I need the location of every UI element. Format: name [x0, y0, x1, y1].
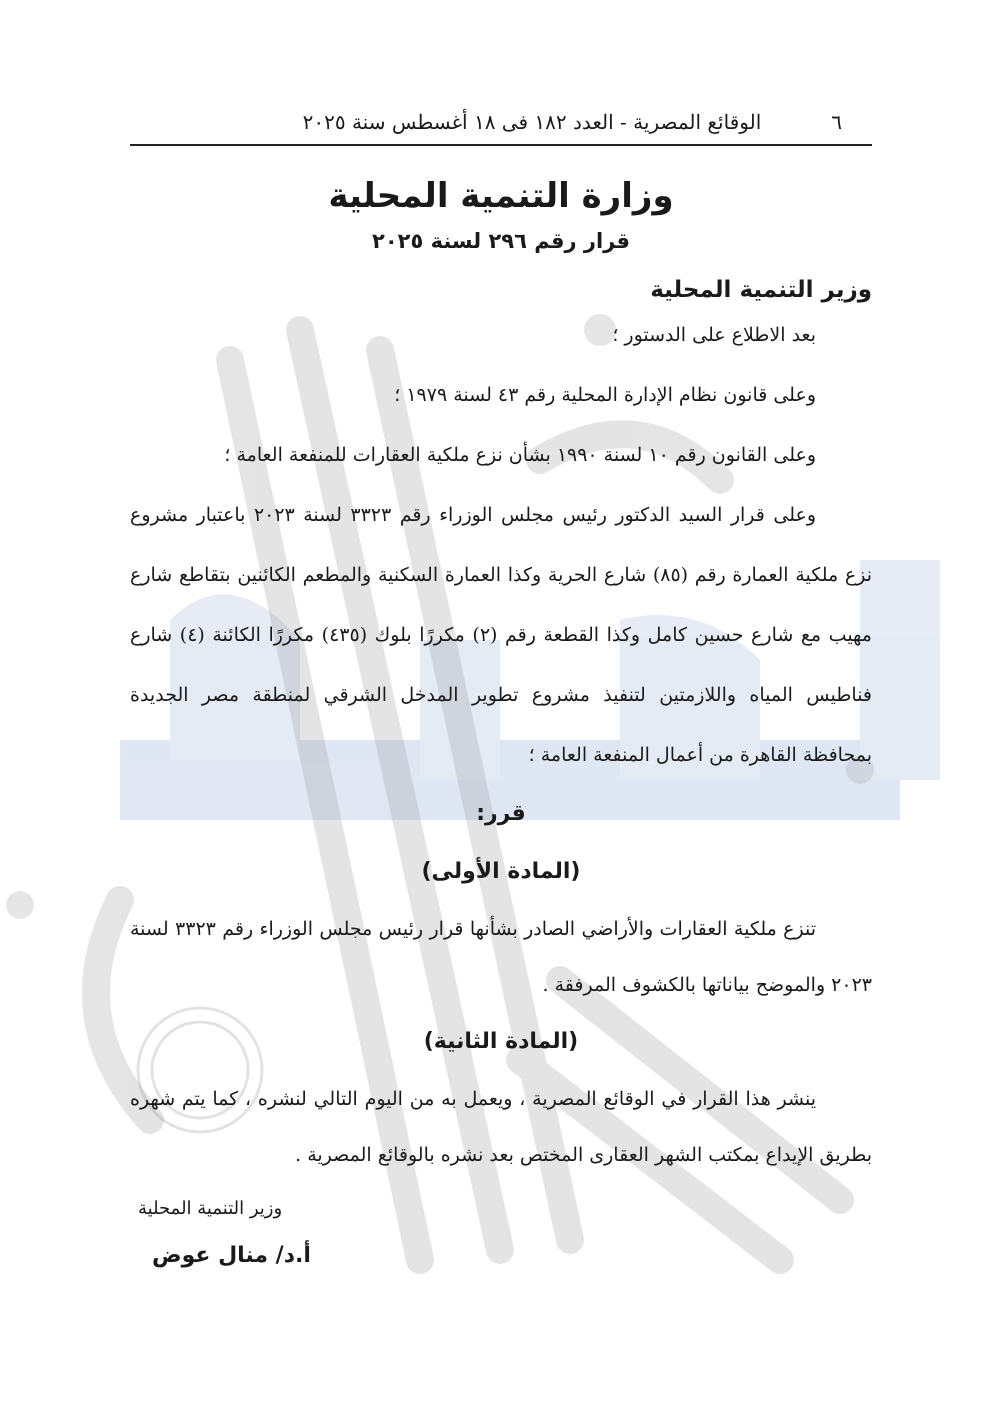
preamble-expropriation-law: وعلى القانون رقم ١٠ لسنة ١٩٩٠ بشأن نزع ملكية العقارات للمنفعة العامة ؛ [224, 443, 816, 466]
article-one-heading: (المادة الأولى) [421, 858, 581, 884]
decided-label: قرر: [476, 800, 526, 826]
article-two-text: ينشر هذا القرار في الوقائع المصرية ، ويعمل به من اليوم التالي لنشره ، كما يتم شهره بطريق الإيداع بمكتب الشهر العقارى المختص بعد نشره بالوقائع المصرية . [130, 1087, 872, 1166]
preamble-prime-minister-decree: وعلى قرار السيد الدكتور رئيس مجلس الوزراء رقم ٣٣٢٣ لسنة ٢٠٢٣ باعتبار مشروع نزع ملكية العمارة رقم (٨٥) شارع الحرية وكذا العمارة السكنية والمطعم الكائنين بتقاطع شارع مهيب مع شارع حسين كامل وكذا القطعة رقم (٢) مكررًا بلوك (٤٣٥) مكررًا الكائنة (٤) شارع فناطيس المياه واللازمتين لتنفيذ مشروع تطوير المدخل الشرقي لمنطقة مصر الجديدة بمحافظة القاهرة من أعمال المنفعة العامة ؛ [130, 503, 872, 766]
ministry-title: وزارة التنمية المحلية [328, 176, 674, 216]
article-one-text: تنزع ملكية العقارات والأراضي الصادر بشأنها قرار رئيس مجلس الوزراء رقم ٣٣٢٣ لسنة ٢٠٢٣ والموضح بياناتها بالكشوف المرفقة . [130, 917, 872, 996]
minister-heading: وزير التنمية المحلية [650, 276, 872, 303]
signature-title: وزير التنمية المحلية [138, 1197, 283, 1219]
signature-name: أ.د/ منال عوض [152, 1242, 311, 1268]
document-page [130, 110, 872, 1268]
page-number: ٦ [831, 110, 842, 134]
page-header [130, 110, 872, 146]
decision-number: قرار رقم ٢٩٦ لسنة ٢٠٢٥ [372, 228, 630, 253]
gazette-line: الوقائع المصرية - العدد ١٨٢ فى ١٨ أغسطس سنة ٢٠٢٥ [302, 110, 762, 134]
article-two-heading: (المادة الثانية) [423, 1028, 579, 1054]
preamble-constitution: بعد الاطلاع على الدستور ؛ [612, 323, 816, 346]
preamble-local-admin-law: وعلى قانون نظام الإدارة المحلية رقم ٤٣ لسنة ١٩٧٩ ؛ [394, 383, 816, 406]
